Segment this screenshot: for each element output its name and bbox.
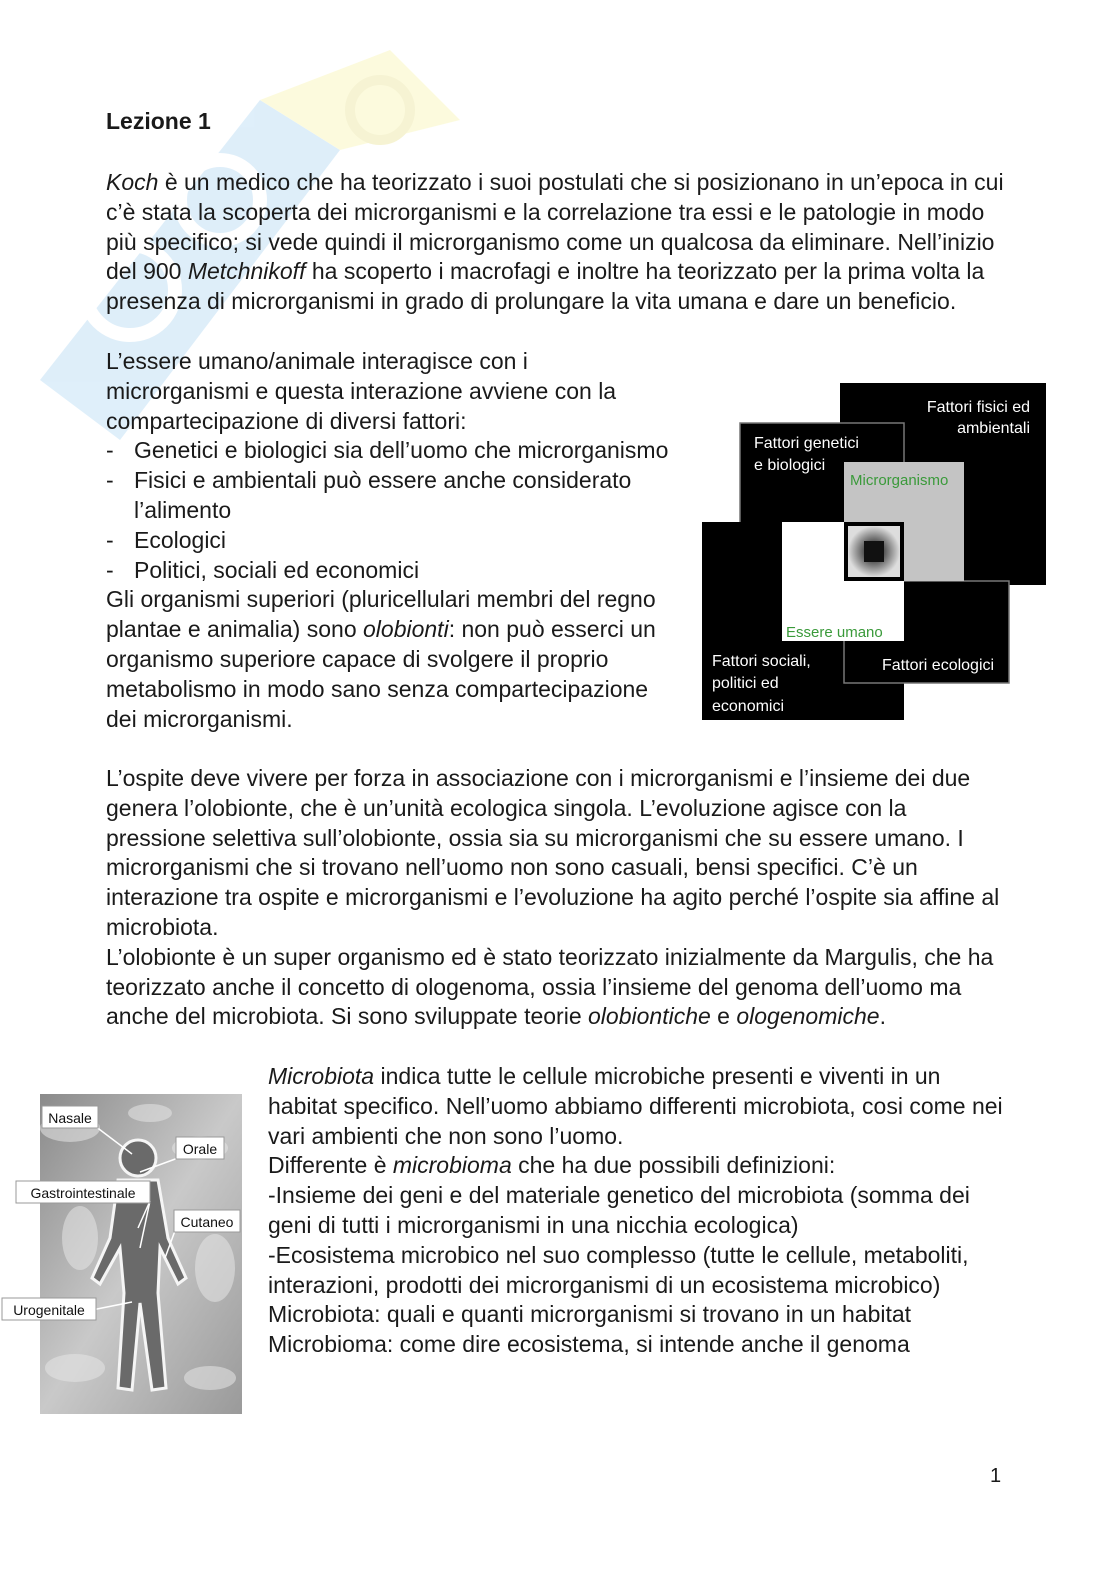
label-sociali-2: politici ed — [712, 675, 779, 692]
conjunction: e — [710, 1003, 737, 1030]
label-sociali-1: Fattori sociali, — [712, 653, 811, 670]
body-microbiota-figure — [0, 1088, 250, 1418]
term-microbiota: Microbiota — [268, 1063, 375, 1089]
microbioma-text-a: Differente è — [268, 1152, 393, 1179]
margulis-text: L’olobionte è un super organismo ed è stato teorizzato inizialmente da Margulis, che ha teorizzato anche il concetto di ologenoma, ossia l’insieme del genoma dell’uomo ma anche del microbiota. Si sono sviluppate teorie — [106, 943, 994, 1030]
microbioma-text-b: che ha due possibili definizioni: — [511, 1152, 836, 1179]
koch-text: è un medico che ha teorizzato i suoi postulati che si posizionano in un’epoca in cui c’è stata la scoperta dei microrganismi e la correlazione tra essi e le patologie in modo più specifico; si vede quindi il microrganismo come un qualcosa da eliminare. Nell’inizio del 900 — [106, 169, 1004, 285]
label-genetici-2: e biologici — [754, 457, 826, 474]
factors-diagram — [700, 380, 1052, 725]
label-ecologici: Fattori ecologici — [882, 657, 995, 674]
list-item: - Fisici e ambientali può essere anche considerato l’alimento — [106, 466, 676, 526]
summary-microbiota: Microbiota: quali e quanti microrganismi si trovano in un habitat — [268, 1301, 912, 1328]
summary-microbioma: Microbioma: come dire ecosistema, si intende anche il genoma — [268, 1331, 910, 1358]
label-microrganismo: Microrganismo — [850, 472, 949, 489]
olobionte-text-1: L’ospite deve vivere per forza in associazione con i microrganismi e l’insieme dei due genera l’olobionte, che è un’unità ecologica singola. L’evoluzione agisce con la pressione selettiva sull’olobionte, ossia sia su microrganismi che su essere umano. I microrganismi che si trovano nell’uomo non sono casuali, bensi specifici. C’è un interazione tra ospite e microrganismi e l’evoluzione ha agito perché l’ospite sia affine al microbiota. — [106, 765, 1000, 940]
factors-list — [106, 436, 676, 585]
label-fisici-1: Fattori fisici ed — [926, 399, 1030, 416]
label-essere-umano: Essere umano — [786, 624, 883, 641]
microbiota-definition — [268, 1062, 1008, 1151]
microbioma-intro — [268, 1151, 1008, 1181]
paragraph-microbiota — [268, 1062, 1008, 1360]
metchnikoff-text: ha scoperto i macrofagi e inoltre ha teorizzato per la prima volta la presenza di microrganismi in grado di prolungare la vita umana e dare un beneficio. — [106, 258, 985, 315]
label-orale: Orale — [182, 1141, 218, 1157]
label-genetici-1: Fattori genetici — [754, 435, 859, 452]
paragraph-koch — [106, 168, 1006, 317]
label-sociali-3: economici — [712, 698, 785, 715]
olobionti-text-a: Gli organismi superiori (pluricellulari membri del regno plantae e animalia) sono — [106, 586, 656, 643]
term-ologenomiche: ologenomiche — [736, 1003, 880, 1030]
list-item: - Ecologici — [106, 526, 676, 556]
period: . — [879, 1003, 886, 1030]
definition-1: -Insieme dei geni e del materiale genetico del microbiota (somma dei geni di tutti i microrganismi in una nicchia ecologica) — [268, 1182, 970, 1238]
label-fisici-2: ambientali — [957, 420, 1030, 437]
term-microbioma: microbioma — [392, 1152, 512, 1179]
name-koch: Koch — [106, 169, 159, 195]
factors-intro: L’essere umano/animale interagisce con i microrganismi e questa interazione avviene con la compartecipazione di diversi fattori: — [106, 348, 617, 434]
term-olobionti: olobionti — [363, 616, 449, 643]
page-number: 1 — [990, 1465, 1002, 1487]
label-cutaneo: Cutaneo — [180, 1214, 234, 1230]
label-gastrointestinale: Gastrointestinale — [30, 1185, 136, 1201]
label-urogenitale: Urogenitale — [13, 1302, 85, 1318]
list-item: - Politici, sociali ed economici — [106, 556, 676, 586]
term-olobiontiche: olobiontiche — [588, 1003, 711, 1030]
definition-2: -Ecosistema microbico nel suo complesso (tutte le cellule, metaboliti, interazioni, prodotti dei microrganismi di un ecosistema microbico) — [268, 1241, 969, 1298]
olobionti-paragraph — [106, 585, 676, 734]
microbiota-text: indica tutte le cellule microbiche presenti e viventi in un habitat specifico. Nell’uomo abbiamo differenti microbiota, cosi come nei vari ambienti che non sono l’uomo. — [268, 1063, 1003, 1149]
olobionte-text-2 — [106, 943, 1006, 1032]
name-metchnikoff: Metchnikoff — [187, 258, 306, 285]
label-nasale: Nasale — [48, 1110, 92, 1126]
paragraph-olobionte — [106, 764, 1006, 1032]
list-item: - Genetici e biologici sia dell’uomo che microrganismo — [106, 436, 676, 466]
page-title: Lezione 1 — [106, 108, 211, 134]
olobionti-text-b: : non può esserci un organismo superiore capace di svolgere il proprio metabolismo in modo sano senza compartecipazione dei microrganismi. — [106, 616, 656, 732]
paragraph-factors — [106, 347, 676, 734]
center-core — [864, 541, 884, 562]
